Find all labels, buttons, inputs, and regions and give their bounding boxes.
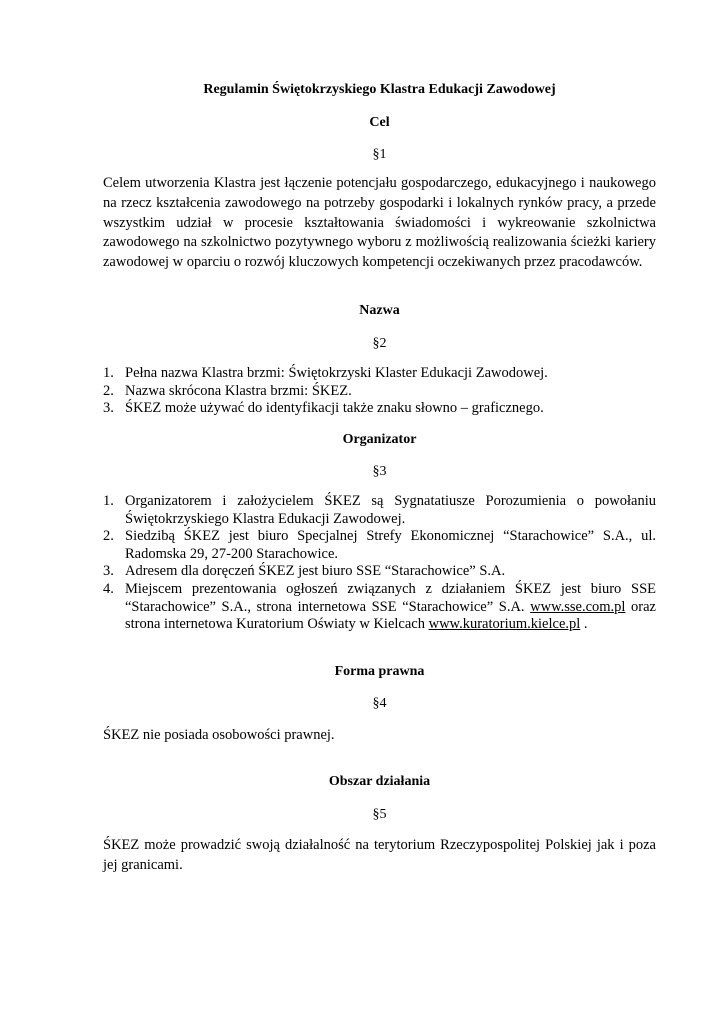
list-item — [103, 365, 656, 383]
nazwa-list — [103, 365, 656, 418]
kuratorium-website-link[interactable]: www.kuratorium.kielce.pl — [428, 616, 581, 633]
section-text-forma-prawna: ŚKEZ nie posiada osobowości prawnej. — [103, 727, 335, 743]
list-item — [103, 383, 656, 401]
paragraph-sign-3: §3 — [372, 464, 387, 479]
sse-website-link[interactable]: www.sse.com.pl — [530, 598, 626, 615]
list-item — [103, 528, 656, 563]
list-item-text-before: Miejscem prezentowania ogłoszeń związanych z działaniem ŚKEZ jest biuro SSE “Starachowice” S.A., strona internetowa SSE “Starachowice” S.A. — [125, 580, 656, 615]
list-item-text: Siedzibą ŚKEZ jest biuro Specjalnej Strefy Ekonomicznej “Starachowice” S.A., ul. Radomska 29, 27-200 Starachowice. — [125, 528, 656, 562]
organizator-list — [103, 493, 656, 634]
list-item-text: Adresem dla doręczeń ŚKEZ jest biuro SSE “Starachowice” S.A. — [125, 563, 506, 580]
section-heading-obszar-dzialania: Obszar działania — [328, 774, 431, 789]
list-item-number: 2. — [103, 528, 114, 545]
list-item — [103, 400, 656, 418]
section-heading-cel: Cel — [369, 115, 390, 130]
list-item-number: 3. — [103, 400, 114, 417]
list-item-number: 4. — [103, 580, 114, 597]
section-heading-organizator: Organizator — [342, 432, 417, 447]
list-item-number: 3. — [103, 563, 114, 580]
list-item-number: 1. — [103, 493, 114, 509]
list-item — [103, 493, 656, 528]
list-item-text: Pełna nazwa Klastra brzmi: Świętokrzyski Klaster Edukacji Zawodowej. — [125, 365, 548, 381]
list-item-number: 2. — [103, 382, 114, 399]
list-item — [103, 581, 656, 634]
list-item-text: Organizatorem i założycielem ŚKEZ są Sygnatatiusze Porozumienia o powołaniu Świętokrzyskiego Klastra Edukacji Zawodowej. — [125, 493, 656, 527]
document-title: Regulamin Świętokrzyskiego Klastra Edukacji Zawodowej — [203, 82, 556, 97]
section-text-cel: Celem utworzenia Klastra jest łączenie potencjału gospodarczego, edukacyjnego i naukowego na rzecz kształcenia zawodowego na potrzeby gospodarki i lokalnych rynków pracy, a przede wszystkim udział w procesie kształtowania świadomości i wykreowanie szkolnictwa zawodowego na szkolnictwo pozytywnego wyboru z możliwością realizowania ścieżki kariery zawodowej w oparciu o rozwój kluczowych kompetencji oczekiwanych przez pracodawców. — [103, 175, 656, 271]
paragraph-sign-2: §2 — [372, 336, 387, 351]
list-item-text-after: . — [580, 616, 588, 633]
section-heading-forma-prawna: Forma prawna — [334, 664, 425, 679]
list-item — [103, 563, 656, 581]
section-text-obszar-dzialania: ŚKEZ może prowadzić swoją działalność na terytorium Rzeczypospolitej Polskiej jak i poza jej granicami. — [103, 837, 656, 873]
paragraph-sign-5: §5 — [372, 807, 387, 822]
list-item-text: Nazwa skrócona Klastra brzmi: ŚKEZ. — [125, 382, 352, 399]
list-item-text-middle: oraz strona internetowa Kuratorium Oświaty w Kielcach — [125, 598, 656, 633]
paragraph-sign-4: §4 — [372, 696, 387, 711]
list-item-number: 1. — [103, 365, 114, 381]
list-item-text: ŚKEZ może używać do identyfikacji także znaku słowno – graficznego. — [125, 400, 544, 417]
paragraph-sign-1: §1 — [372, 147, 387, 162]
section-heading-nazwa: Nazwa — [359, 303, 400, 318]
